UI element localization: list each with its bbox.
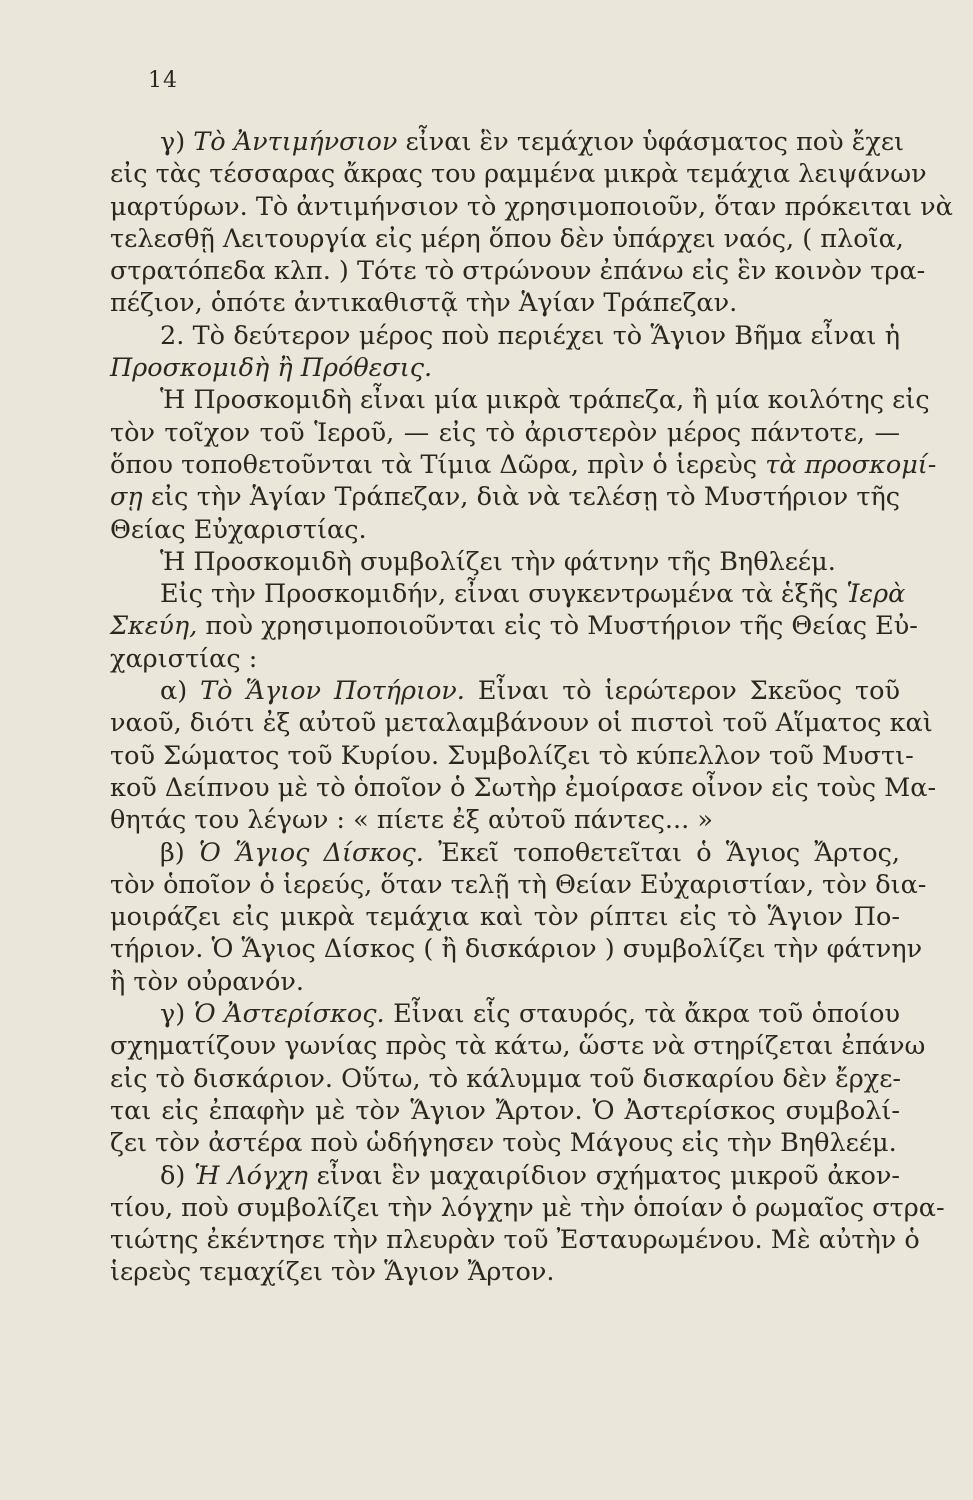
text-line [110,417,900,449]
text-line [110,449,937,481]
text-line [110,126,905,158]
text-line [110,933,923,965]
text-line [110,320,900,352]
italic-term: Ὁ Ἅγιος Δίσκος. [198,837,424,868]
page-number: 14 [148,68,178,93]
text-line [110,1127,900,1159]
text-run: ζει τὸν ἀστέρα ποὺ ὡδήγησεν τοὺς Μάγους εἰς τὴν Βηθλεέμ. [110,1128,897,1159]
text-run: εἰς τὰς τέσσαρας ἄκρας του ραμμένα μικρὰ τεμάχια λειψάνων [110,159,927,190]
text-line [110,1192,945,1224]
text-run: πέζιον, ὁπότε ἀντικαθιστᾷ τὴν Ἁγίαν Τράπεζαν. [110,288,738,319]
text-line [110,223,904,255]
text-run: τιώτης ἐκέντησε τὴν πλευρὰν τοῦ Ἐσταυρωμένου. Μὲ αὐτὴν ὁ [110,1225,920,1256]
text-run: μαρτύρων. Τὸ ἀντιμήνσιον τὸ χρησιμοποιοῦν, ὅταν πρόκειται νὰ [110,191,953,222]
text-line [110,1224,920,1256]
text-line [110,578,906,610]
text-run: τελεσθῇ Λειτουργία εἰς μέρη ὅπου δὲν ὑπάρχει ναός, ( πλοῖα, [110,223,904,254]
text-run: ται εἰς ἐπαφὴν μὲ τὸν Ἅγιον Ἄρτον. Ὁ Ἀστερίσκος συμβολί- [110,1095,900,1126]
text-line [110,772,937,804]
italic-term: σῃ [110,482,143,513]
body-text [110,126,953,1289]
italic-term: τὰ προσκομί- [765,449,937,480]
text-run: στρατόπεδα κλπ. ) Τότε τὸ στρώνουν ἐπάνω εἰς ἓν κοινὸν τρα- [110,256,926,287]
text-line [110,1095,900,1127]
text-line [110,869,927,901]
text-line [110,901,900,933]
text-run: Εἰς τὴν Προσκομιδήν, εἶναι συγκεντρωμένα τὰ ἑξῆς [160,579,847,610]
text-line [110,514,900,546]
text-run: κοῦ Δείπνου μὲ τὸ ὁποῖον ὁ Σωτὴρ ἐμοίρασε οἶνον εἰς τοὺς Μα- [110,772,937,803]
text-run: τὸν τοῖχον τοῦ Ἱεροῦ, — εἰς τὸ ἀριστερὸν μέρος πάντοτε, — [110,417,900,448]
text-run: μοιράζει εἰς μικρὰ τεμάχια καὶ τὸν ρίπτει εἰς τὸ Ἅγιον Πο- [110,902,900,933]
text-run: Εἶναι τὸ ἱερώτερον Σκεῦος τοῦ [464,676,900,707]
text-run: ποὺ χρησιμοποιοῦνται εἰς τὸ Μυστήριον τῆς Θείας Εὐ- [197,611,918,642]
text-line [110,675,900,707]
text-line [110,352,900,384]
text-run: Ἡ Προσκομιδὴ εἶναι μία μικρὰ τράπεζα, ἢ μία κοιλότης εἰς [160,385,930,416]
text-run: ναοῦ, διότι ἐξ αὐτοῦ μεταλαμβάνουν οἱ πιστοὶ τοῦ Αἵματος καὶ [110,708,933,739]
text-line [110,740,914,772]
text-line [110,255,926,287]
text-line [110,1256,900,1288]
text-line [110,837,900,869]
text-run: τοῦ Σώματος τοῦ Κυρίου. Συμβολίζει τὸ κύπελλον τοῦ Μυστι- [110,740,914,771]
text-line [110,384,930,416]
text-line [110,1160,900,1192]
text-line [110,1030,926,1062]
italic-term: Σκεύη, [110,611,198,642]
italic-term: Τὸ Ἀντιμήνσιον [193,127,398,157]
text-run: θητάς του λέγων : « πίετε ἐξ αὐτοῦ πάντες... » [110,805,713,836]
text-run: εἶναι ἓν μαχαιρίδιον σχήματος μικροῦ ἀκον- [307,1160,900,1191]
text-line [110,158,927,190]
text-run: εἶναι ἓν τεμάχιον ὑφάσματος ποὺ ἔχει [397,127,905,157]
text-run: σχηματίζουν γωνίας πρὸς τὰ κάτω, ὥστε νὰ στηρίζεται ἐπάνω [110,1031,926,1062]
italic-term: Ὁ Ἀστερίσκος. [193,999,385,1030]
text-run: Εἶναι εἷς σταυρός, τὰ ἄκρα τοῦ ὁποίου [384,999,900,1030]
text-run: 2. Τὸ δεύτερον μέρος ποὺ περιέχει τὸ Ἅγιον Βῆμα εἶναι ἡ [160,320,900,351]
text-line [110,287,900,319]
italic-term: Ἱερὰ [846,579,906,610]
text-line [110,998,900,1030]
text-run: ἢ τὸν οὐρανόν. [110,966,304,997]
text-line [110,546,900,578]
italic-term: Τὸ Ἅγιον Ποτήριον. [200,676,465,707]
text-run: Ἡ Προσκομιδὴ συμβολίζει τὴν φάτνην τῆς Βηθλεέμ. [160,546,836,577]
text-run: γ) [160,127,194,157]
text-run: δ) [160,1160,195,1191]
text-line [110,966,900,998]
text-run: τὸν ὁποῖον ὁ ἱερεύς, ὅταν τελῇ τὴ Θείαν Εὐχαριστίαν, τὸν δια- [110,869,927,900]
text-run: α) [160,676,201,707]
text-run: τίου, ποὺ συμβολίζει τὴν λόγχην μὲ τὴν ὁποίαν ὁ ρωμαῖος στρα- [110,1192,945,1223]
text-run: Ἐκεῖ τοποθετεῖται ὁ Ἅγιος Ἄρτος, [423,837,900,868]
text-run: ὅπου τοποθετοῦνται τὰ Τίμια Δῶρα, πρὶν ὁ ἱερεὺς [110,449,766,480]
text-run: χαριστίας : [110,643,258,674]
text-run: εἰς τὴν Ἁγίαν Τράπεζαν, διὰ νὰ τελέσῃ τὸ Μυστήριον τῆς [142,482,900,513]
text-run: τήριον. Ὁ Ἅγιος Δίσκος ( ἢ δισκάριον ) συμβολίζει τὴν φάτνην [110,934,923,965]
text-line [110,481,900,513]
text-line [110,1063,900,1095]
text-line [110,804,900,836]
text-run: ἱερεὺς τεμαχίζει τὸν Ἅγιον Ἄρτον. [110,1257,555,1288]
italic-term: Προσκομιδὴ ἢ Πρόθεσις. [110,353,433,384]
text-line [110,643,900,675]
text-run: γ) [160,999,194,1030]
text-line [110,707,933,739]
text-run: εἰς τὸ δισκάριον. Οὕτω, τὸ κάλυμμα τοῦ δισκαρίου δὲν ἔρχε- [110,1063,902,1094]
text-line [110,610,918,642]
text-line [110,191,953,223]
text-run: Θείας Εὐχαριστίας. [110,514,367,545]
italic-term: Ἡ Λόγχη [194,1160,308,1191]
text-run: β) [160,837,199,868]
